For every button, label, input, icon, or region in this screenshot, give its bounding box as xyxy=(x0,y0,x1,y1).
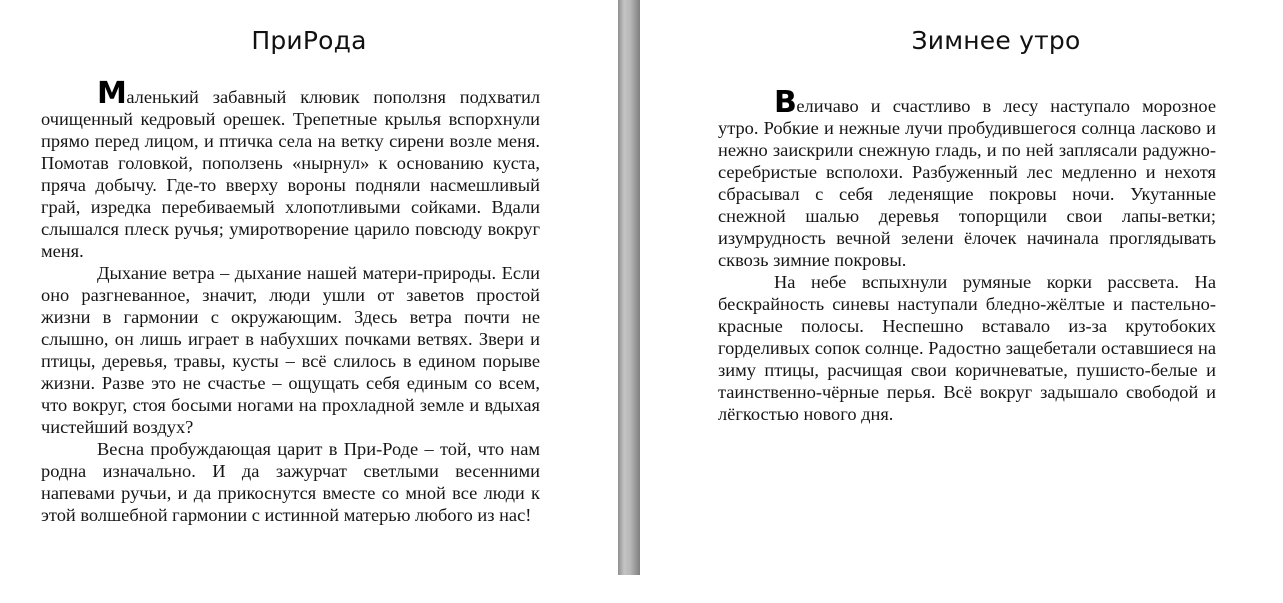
right-paragraph-1-text: еличаво и счастливо в лесу наступало морозное утро. Робкие и нежные лучи пробудившегося солнца ласково и нежно заискрили снежную гладь, и по ней заплясали радужно-серебристые всполохи. Разбуженный лес медленно и нехотя сбрасывал с себя леденящие покровы ночи. Укутанные снежной шалью деревья топорщили свои лапы-ветки; изумрудность вечной зелени ёлочек начинала проглядывать сквозь зимние покровы. xyxy=(718,96,1216,270)
left-page xyxy=(0,0,618,603)
right-paragraph-2: На небе вспыхнули румяные корки рассвета. На бескрайность синевы наступали бледно-жёлтые и пастельно-красные полосы. Неспешно вставало из-за крутобоких горделивых сопок солнце. Радостно защебетали оставшиеся на зиму птицы, расчищая свои коричневатые, пушисто-белые и таинственно-чёрные перья. Всё вокруг задышало свободой и лёгкостью нового дня. xyxy=(718,272,1216,424)
left-page-title: ПриРода xyxy=(251,26,367,55)
right-paragraph-1 xyxy=(718,85,1216,271)
right-page-title: Зимнее утро xyxy=(911,26,1081,55)
left-paragraph-2: Дыхание ветра – дыхание нашей матери-природы. Если оно разгневанное, значит, люди ушли от заветов простой жизни в гармонии с окружающим. Здесь ветра почти не слышно, он лишь играет в набухших почками ветвях. Звери и птицы, деревья, травы, кусты – всё слилось в едином порыве жизни. Разве это не счастье – ощущать себя единым со всем, что вокруг, стоя босыми ногами на прохладной земле и вдыхая чистейший воздух? xyxy=(41,263,540,437)
gutter-base xyxy=(618,575,640,603)
left-paragraph-3: Весна пробуждающая царит в При-Роде – той, что нам родна изначально. И да зажурчат светлыми весенними напевами ручьи, и да прикоснутся вместе со мной все люди к этой волшебной гармонии с истинной матерью любого из нас! xyxy=(41,439,540,525)
right-page-body xyxy=(718,85,1216,425)
book-gutter xyxy=(618,0,640,575)
left-paragraph-1-text: аленький забавный клювик поползня подхватил очищенный кедровый орешек. Трепетные крылья вспорхнули прямо перед лицом, и птичка села на ветку сирени возле меня. Помотав головкой, поползень «нырнул» к основанию куста, пряча добычу. Где-то вверху вороны подняли насмешливый грай, изредка перебиваемый хлопотливыми сойками. Вдали слышался плеск ручья; умиротворение царило повсюду вокруг меня. xyxy=(41,87,540,261)
right-drop-cap: В xyxy=(774,85,797,120)
left-drop-cap: М xyxy=(97,76,127,111)
left-page-body xyxy=(41,76,540,526)
right-page xyxy=(640,0,1283,603)
left-paragraph-1 xyxy=(41,76,540,262)
